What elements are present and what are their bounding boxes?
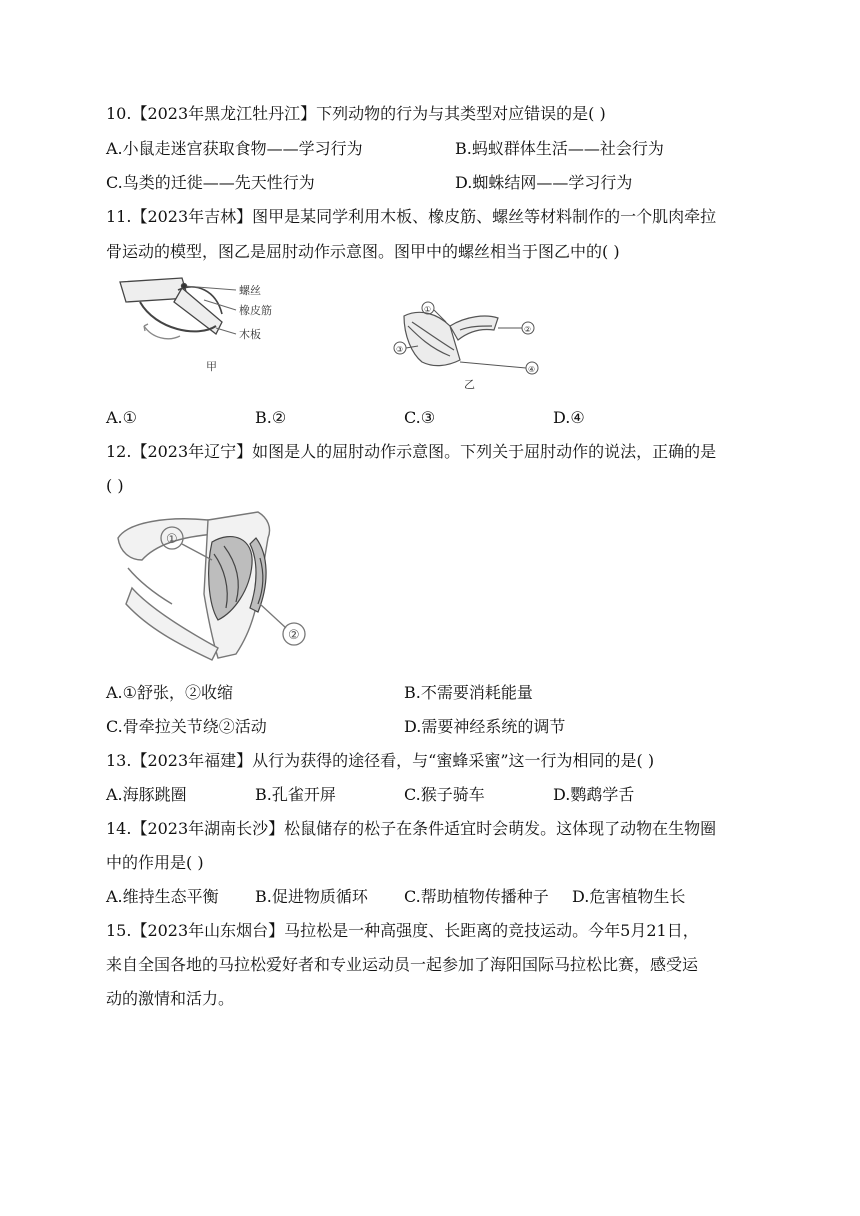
- q15-stem-line3: 动的激情和活力。: [106, 989, 235, 1008]
- q15-stem-line2: 来自全国各地的马拉松爱好者和专业运动员一起参加了海阳国际马拉松比赛，感受运: [106, 955, 699, 974]
- q15-stem-line1: 15.【2023年山东烟台】马拉松是一种高强度、长距离的竞技运动。今年5月21日，: [106, 921, 699, 940]
- q14-option-a: A.维持生态平衡: [106, 887, 219, 906]
- q13-option-b: B.孔雀开屏: [255, 785, 336, 804]
- q11-jia-label-screw: 螺丝: [239, 284, 261, 297]
- q12-option-c: C.骨牵拉关节绕②活动: [106, 717, 267, 736]
- q13-option-d: D.鹦鹉学舌: [553, 785, 635, 804]
- q11-option-a: A.①: [106, 408, 137, 427]
- q14-stem-line2: 中的作用是( ): [106, 853, 204, 872]
- q14-option-d: D.危害植物生长: [572, 887, 686, 906]
- q10-option-d: D.蜘蛛结网——学习行为: [455, 173, 633, 192]
- q12-stem-line2: ( ): [106, 476, 124, 495]
- q12-figure-arm: [108, 508, 308, 668]
- q11-jia-label-band: 橡皮筋: [239, 304, 272, 317]
- q11-yi-caption: 乙: [464, 378, 475, 391]
- q11-yi-label-4: ④: [528, 365, 536, 374]
- q12-option-b: B.不需要消耗能量: [404, 683, 533, 702]
- q10-option-b: B.蚂蚁群体生活——社会行为: [455, 139, 664, 158]
- q13-stem: 13.【2023年福建】从行为获得的途径看，与“蜜蜂采蜜”这一行为相同的是( ): [106, 751, 655, 770]
- q14-option-c: C.帮助植物传播种子: [404, 887, 549, 906]
- q11-stem-line2: 骨运动的模型，图乙是屈肘动作示意图。图甲中的螺丝相当于图乙中的( ): [106, 242, 620, 261]
- q12-option-a: A.①舒张，②收缩: [106, 683, 233, 702]
- q10-option-c: C.鸟类的迁徙——先天性行为: [106, 173, 315, 192]
- q13-option-c: C.猴子骑车: [404, 785, 485, 804]
- q11-option-d: D.④: [553, 408, 585, 427]
- q14-stem-line1: 14.【2023年湖南长沙】松鼠储存的松子在条件适宜时会萌发。这体现了动物在生物圈: [106, 819, 717, 838]
- q11-figure-jia: [112, 272, 312, 376]
- q11-option-b: B.②: [255, 408, 287, 427]
- q11-figure-yi: [390, 296, 550, 392]
- q11-stem-line1: 11.【2023年吉林】图甲是某同学利用木板、橡皮筋、螺丝等材料制作的一个肌肉牵拉: [106, 207, 717, 226]
- q12-stem-line1: 12.【2023年辽宁】如图是人的屈肘动作示意图。下列关于屈肘动作的说法，正确的是: [106, 442, 717, 461]
- q11-yi-label-3: ③: [396, 345, 404, 354]
- q12-option-d: D.需要神经系统的调节: [404, 717, 566, 736]
- q11-jia-label-board: 木板: [239, 328, 261, 341]
- q11-jia-caption: 甲: [206, 360, 217, 373]
- q12-label-2: ②: [288, 628, 300, 643]
- q12-label-1: ①: [166, 532, 178, 547]
- q11-option-c: C.③: [404, 408, 436, 427]
- q10-stem: 10.【2023年黑龙江牡丹江】下列动物的行为与其类型对应错误的是( ): [106, 104, 606, 123]
- q11-yi-label-2: ②: [524, 325, 532, 334]
- q11-yi-label-1: ①: [424, 305, 432, 314]
- q14-option-b: B.促进物质循环: [255, 887, 368, 906]
- q10-option-a: A.小鼠走迷宫获取食物——学习行为: [106, 139, 363, 158]
- q13-option-a: A.海豚跳圈: [106, 785, 187, 804]
